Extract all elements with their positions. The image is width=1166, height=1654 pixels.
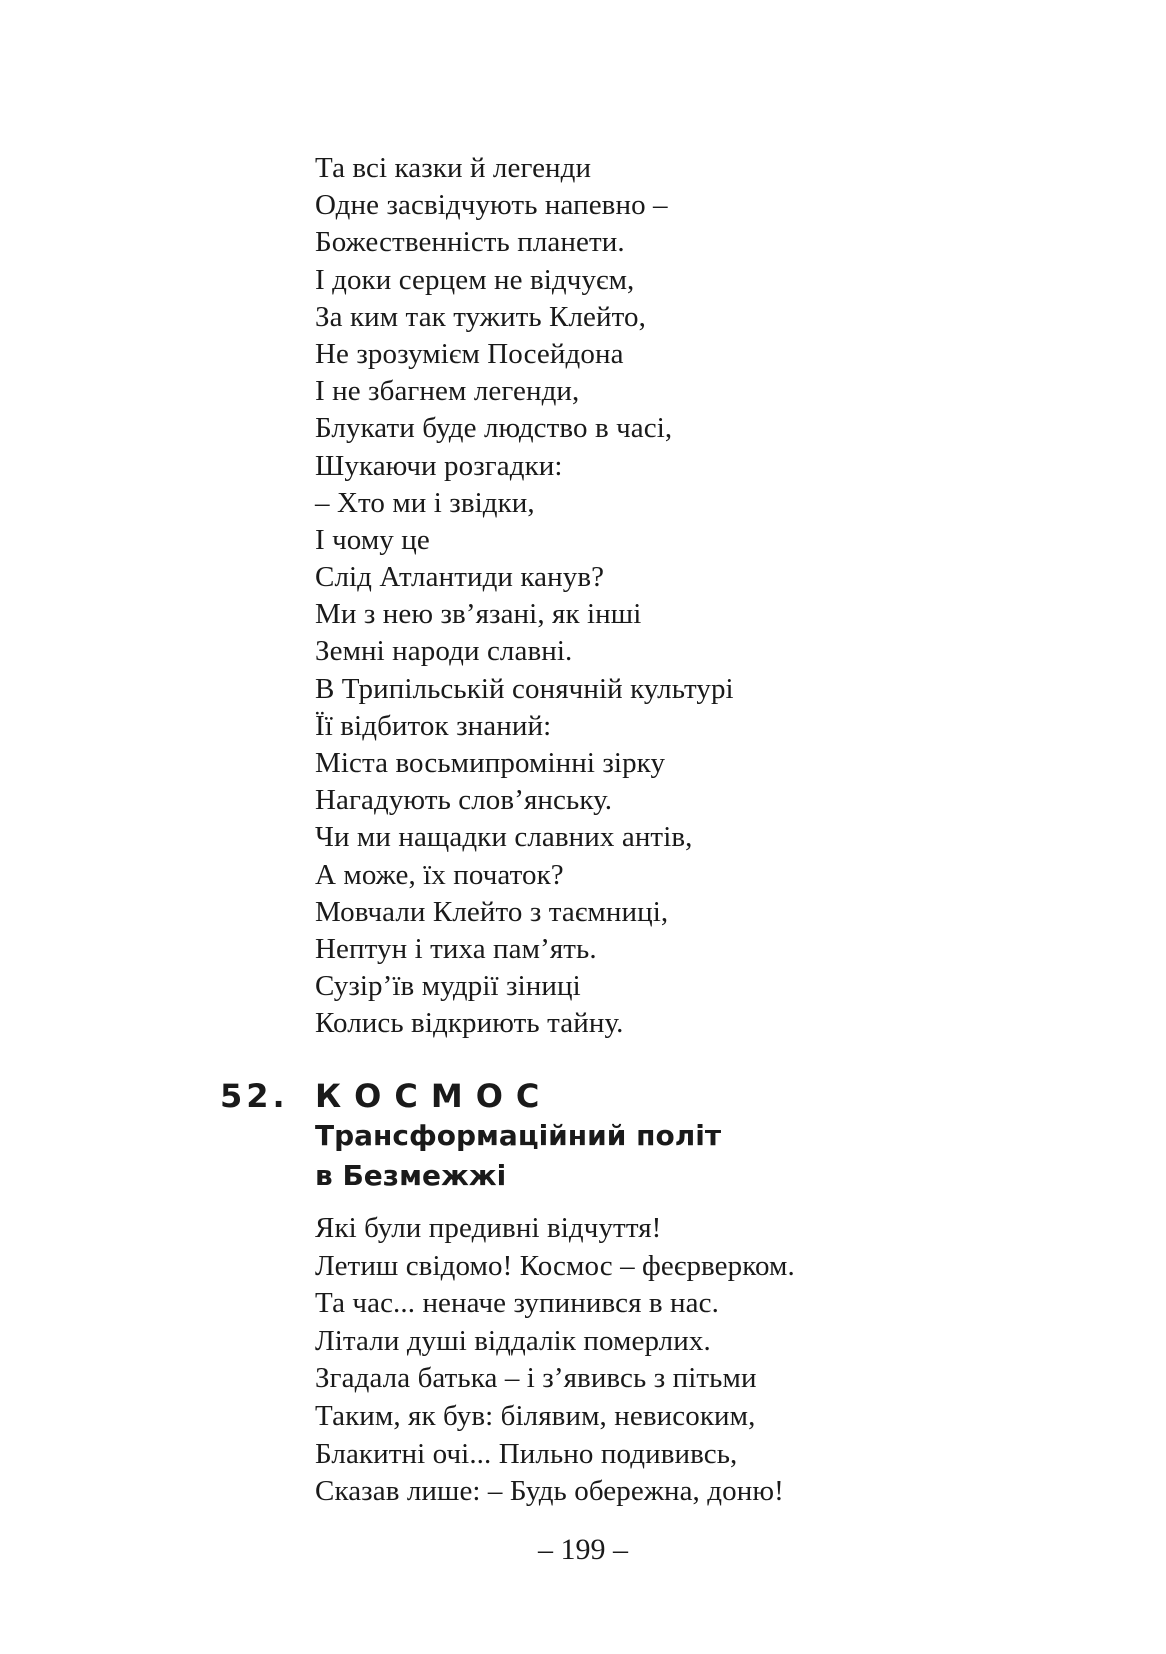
poem-line: Мовчали Клейто з таємниці,: [315, 895, 669, 928]
poem-line: – Хто ми і звідки,: [315, 486, 535, 519]
poem-line: Сказав лише: – Будь обережна, доню!: [315, 1475, 784, 1508]
poem-line: Блакитні очі... Пильно подививсь,: [315, 1437, 738, 1470]
poem-line: Шукаючи розгадки:: [315, 449, 563, 482]
poem-line: В Трипільській сонячній культурі: [315, 672, 734, 705]
poem-line: Не зрозумієм Посейдона: [315, 337, 624, 370]
poem-line: А може, їх початок?: [315, 858, 564, 891]
poem-line: Ми з нею зв’язані, як інші: [315, 598, 642, 631]
poem-line: Летиш свідомо! Космос – феєрверком.: [315, 1249, 795, 1282]
poem-line: Згадала батька – і з’явивсь з пітьми: [315, 1362, 757, 1395]
poem-line: Та час... неначе зупинився в нас.: [315, 1287, 719, 1320]
section-number: 52.: [220, 1077, 289, 1115]
poem-line: Її відбиток знаний:: [315, 709, 552, 742]
section-title: КОСМОС: [315, 1077, 553, 1115]
poem-line: Блукати буде людство в часі,: [315, 412, 673, 445]
poem-line: Нагадують слов’янську.: [315, 784, 613, 817]
poem-line: Літали душі віддалік померлих.: [315, 1324, 711, 1357]
poem-stanza: [315, 1210, 795, 1511]
page-number: – 199 –: [538, 1533, 628, 1566]
poem-line: І доки серцем не відчуєм,: [315, 263, 635, 296]
poem-stanza: [315, 150, 734, 1043]
poem-line: Сузір’їв мудрії зіниці: [315, 970, 581, 1003]
poem-line: Міста восьмипромінні зірку: [315, 747, 666, 779]
poem-line: Слід Атлантиди канув?: [315, 561, 605, 594]
poem-line: Чи ми нащадки славних антів,: [315, 821, 693, 854]
poem-line: Колись відкриють тайну.: [315, 1007, 624, 1040]
poem-line: Земні народи славні.: [315, 635, 573, 668]
section-subtitle: [315, 1116, 721, 1196]
poem-line: Одне засвідчують напевно –: [315, 189, 668, 222]
poem-line: Таким, як був: білявим, невисоким,: [315, 1399, 756, 1432]
poem-line: І не збагнем легенди,: [315, 375, 580, 408]
poem-line: Нептун і тиха пам’ять.: [315, 932, 597, 965]
section-subtitle-line: Трансформаційний політ: [315, 1119, 722, 1152]
poem-line: Та всі казки й легенди: [315, 152, 592, 184]
section-subtitle-line: в Безмежжі: [315, 1159, 507, 1192]
poem-line: Божественність планети.: [315, 226, 625, 259]
poem-line: І чому це: [315, 523, 430, 556]
poem-line: Які були предивні відчуття!: [315, 1212, 662, 1244]
poem-line: За ким так тужить Клейто,: [315, 300, 646, 333]
